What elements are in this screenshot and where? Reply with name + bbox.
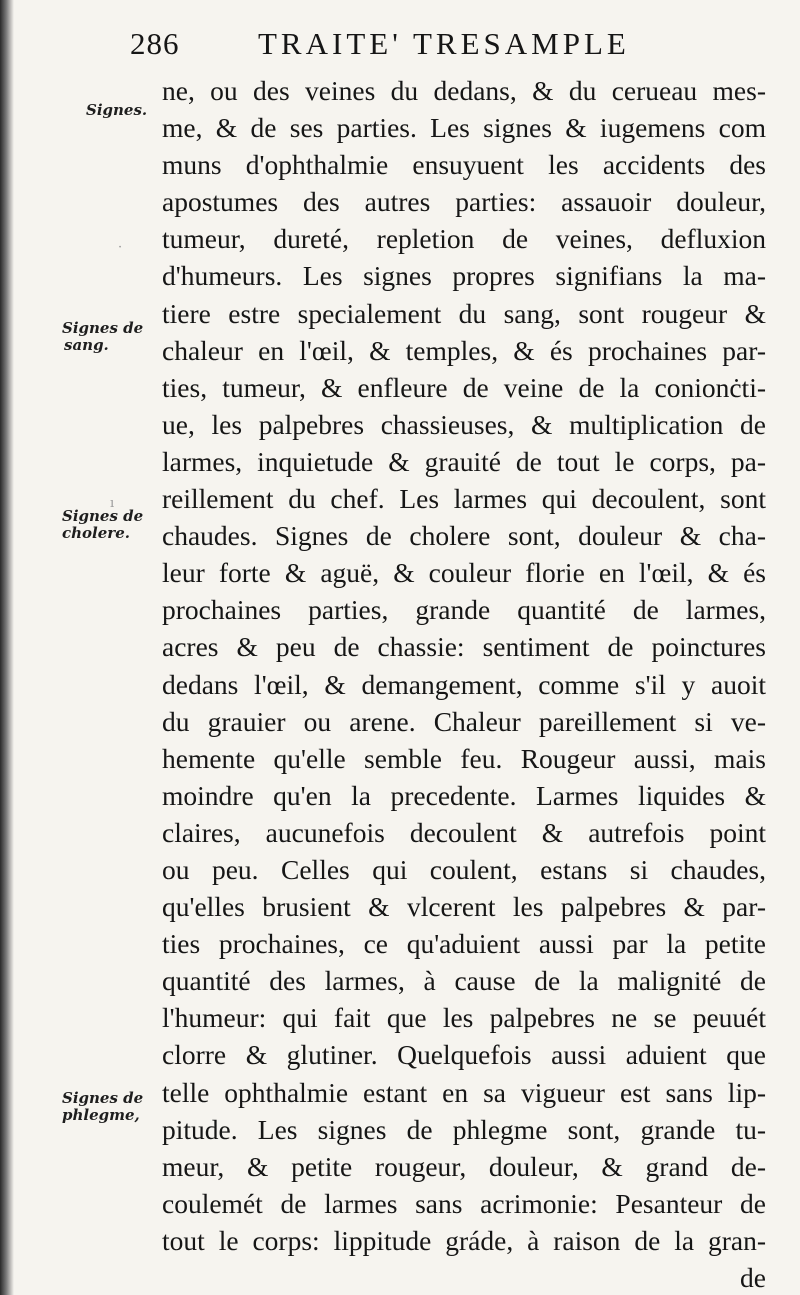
text-line: prochaines parties, grande quantité de larmes, [162,594,766,626]
text-line: acres & peu de chassie: sentiment de poinctures [162,631,766,663]
text-line: hemente qu'elle semble feu. Rougeur aussi, mais [162,742,766,774]
text-line: claires, aucunefois decoulent & autrefois point [162,816,766,848]
page-header [130,26,770,66]
text-line: larmes, inquietude & grauité de tout le corps, pa- [162,445,766,477]
margin-note-signes-phlegme [62,1090,162,1124]
text-line: dedans l'œil, & demangement, comme s'il y auoit [162,668,766,700]
body-text [162,72,766,1295]
margin-note-line: phlegme, [62,1106,140,1124]
text-line: tumeur, dureté, repletion de veines, defluxion [162,223,766,255]
text-line: ties prochaines, ce qu'aduient aussi par la petite [162,928,766,960]
margin-note-line: Signes de [62,319,144,337]
text-line: quantité des larmes, à cause de la malignité de [162,965,766,997]
text-line: ue, les palpebres chassieuses, & multiplication de [162,408,766,440]
stray-ink-mark: · [118,240,123,255]
text-line: muns d'ophthalmie ensuyuent les accidents des [162,149,766,181]
margin-note-line: cholere. [62,524,130,542]
margin-note-signes-sang [62,320,162,354]
text-line: de [740,1262,766,1293]
text-line: moindre qu'en la precedente. Larmes liquides & [162,779,766,811]
text-line: ne, ou des veines du dedans, & du cerueau mes- [162,75,766,106]
page-edge-shadow [0,0,14,1295]
stray-ink-mark: ı [110,496,115,511]
text-line: apostumes des autres parties: assauoir douleur, [162,186,766,218]
text-line: coulemét de larmes sans acrimonie: Pesanteur de [162,1187,766,1219]
page-number: 286 [130,26,180,61]
text-line: clorre & glutiner. Quelquefois aussi aduient que [162,1039,766,1071]
text-line: du grauier ou arene. Chaleur pareillement si ve- [162,705,766,737]
text-line: chaudes. Signes de cholere sont, douleur & cha- [162,520,766,552]
text-line: reillement du chef. Les larmes qui decoulent, sont [162,483,766,515]
text-line: ou peu. Celles qui coulent, estans si chaudes, [162,853,766,885]
margin-note-line: Signes de [62,507,144,525]
text-line: chaleur en l'œil, & temples, & és prochaines par- [162,334,766,366]
text-line: qu'elles brusient & vlcerent les palpebres & par- [162,891,766,923]
text-line: tout le corps: lippitude gráde, à raison de la gran- [162,1224,766,1256]
text-line: d'humeurs. Les signes propres signifians la ma- [162,260,766,292]
text-line: l'humeur: qui fait que les palpebres ne se peuuét [162,1002,766,1034]
text-line: tiere estre specialement du sang, sont rougeur & [162,297,766,329]
text-line: me, & de ses parties. Les signes & iugemens com [162,112,766,144]
text-line: meur, & petite rougeur, douleur, & grand de- [162,1150,766,1182]
text-line: leur forte & aguë, & couleur florie en l'œil, & és [162,557,766,589]
margin-note-line: sang. [64,336,109,354]
text-line: ties, tumeur, & enfleure de veine de la conionċti- [162,371,766,403]
margin-note-line: Signes de [62,1089,144,1107]
text-line: pitude. Les signes de phlegme sont, grande tu- [162,1113,766,1145]
margin-note-signes-cholere [62,508,162,542]
running-title: TRAITE' TRESAMPLE [258,26,630,61]
text-line: telle ophthalmie estant en sa vigueur est sans lip- [162,1076,766,1108]
margin-note-line: Signes. [86,101,148,119]
